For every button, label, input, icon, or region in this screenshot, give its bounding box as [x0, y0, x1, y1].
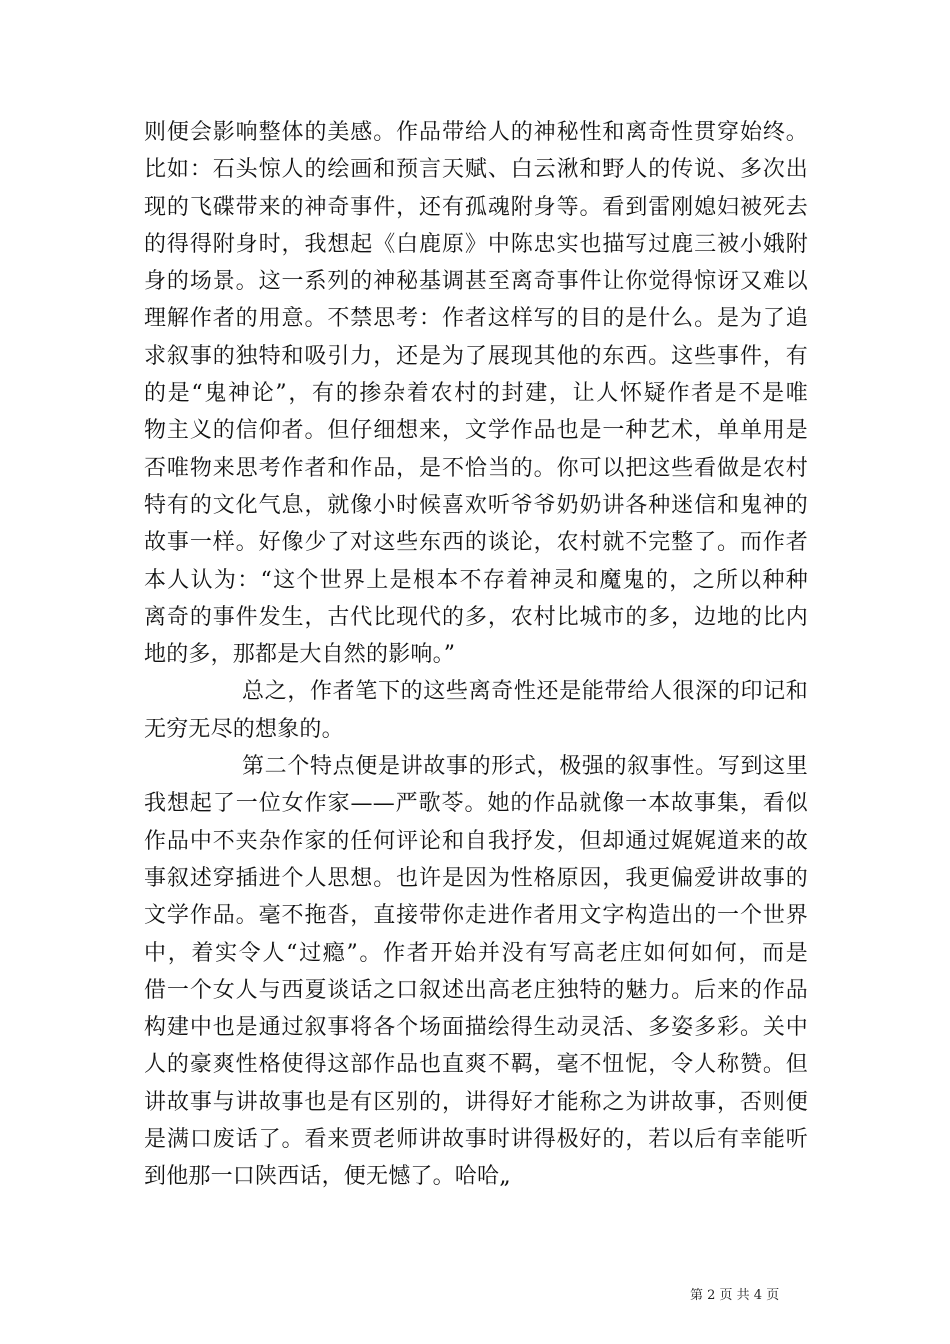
- text-line: 身的场景。这一系列的神秘基调甚至离奇事件让你觉得惊讶又难以: [144, 269, 808, 295]
- text-line: 否唯物来思考作者和作品，是不恰当的。你可以把这些看做是农村: [144, 455, 808, 481]
- text-line: 无穷无尽的想象的。: [144, 716, 344, 742]
- text-line: 物主义的信仰者。但仔细想来，文学作品也是一种艺术，单单用是: [144, 418, 808, 444]
- text-line: 本人认为：“这个世界上是根本不存着神灵和魔鬼的，之所以种种: [144, 567, 808, 593]
- text-line: 是满口废话了。看来贾老师讲故事时讲得极好的，若以后有幸能听: [144, 1127, 808, 1153]
- text-line: 文学作品。毫不拖沓，直接带你走进作者用文字构造出的一个世界: [144, 903, 808, 929]
- text-line: 人的豪爽性格使得这部作品也直爽不羁，毫不忸怩，令人称赞。但: [144, 1052, 808, 1078]
- text-line: 总之，作者笔下的这些离奇性还是能带给人很深的印记和: [242, 679, 808, 705]
- text-line: 特有的文化气息，就像小时候喜欢听爷爷奶奶讲各种迷信和鬼神的: [144, 492, 808, 518]
- text-line: 中，着实令人“过瘾”。作者开始并没有写高老庄如何如何，而是: [144, 940, 808, 966]
- text-line: 第二个特点便是讲故事的形式，极强的叙事性。写到这里: [242, 754, 808, 780]
- text-line: 构建中也是通过叙事将各个场面描绘得生动灵活、多姿多彩。关中: [144, 1015, 808, 1041]
- text-line: 地的多，那都是大自然的影响。”: [144, 642, 456, 668]
- text-line: 讲故事与讲故事也是有区别的，讲得好才能称之为讲故事，否则便: [144, 1089, 808, 1115]
- text-line: 作品中不夹杂作家的任何评论和自我抒发，但却通过娓娓道来的故: [144, 828, 808, 854]
- text-line: 到他那一口陕西话，便无憾了。哈哈„: [144, 1164, 511, 1190]
- text-line: 的得得附身时，我想起《白鹿原》中陈忠实也描写过鹿三被小娥附: [144, 231, 808, 257]
- page-number-footer: 第 2 页 共 4 页: [690, 1288, 780, 1303]
- text-line: 借一个女人与西夏谈话之口叙述出高老庄独特的魅力。后来的作品: [144, 977, 808, 1003]
- text-line: 理解作者的用意。不禁思考：作者这样写的目的是什么。是为了追: [144, 306, 808, 332]
- body-text: [144, 114, 808, 1196]
- text-line: 我想起了一位女作家——严歌苓。她的作品就像一本故事集，看似: [144, 791, 808, 817]
- text-line: 的是“鬼神论”，有的掺杂着农村的封建，让人怀疑作者是不是唯: [144, 381, 808, 407]
- text-line: 求叙事的独特和吸引力，还是为了展现其他的东西。这些事件，有: [144, 343, 808, 369]
- text-line: 事叙述穿插进个人思想。也许是因为性格原因，我更偏爱讲故事的: [144, 865, 808, 891]
- text-line: 则便会影响整体的美感。作品带给人的神秘性和离奇性贯穿始终。: [144, 120, 808, 145]
- text-line: 故事一样。好像少了对这些东西的谈论，农村就不完整了。而作者: [144, 530, 808, 556]
- text-line: 现的飞碟带来的神奇事件，还有孤魂附身等。看到雷刚媳妇被死去: [144, 194, 808, 220]
- text-line: 离奇的事件发生，古代比现代的多，农村比城市的多，边地的比内: [144, 604, 808, 630]
- text-line: 比如：石头惊人的绘画和预言天赋、白云湫和野人的传说、多次出: [144, 157, 808, 183]
